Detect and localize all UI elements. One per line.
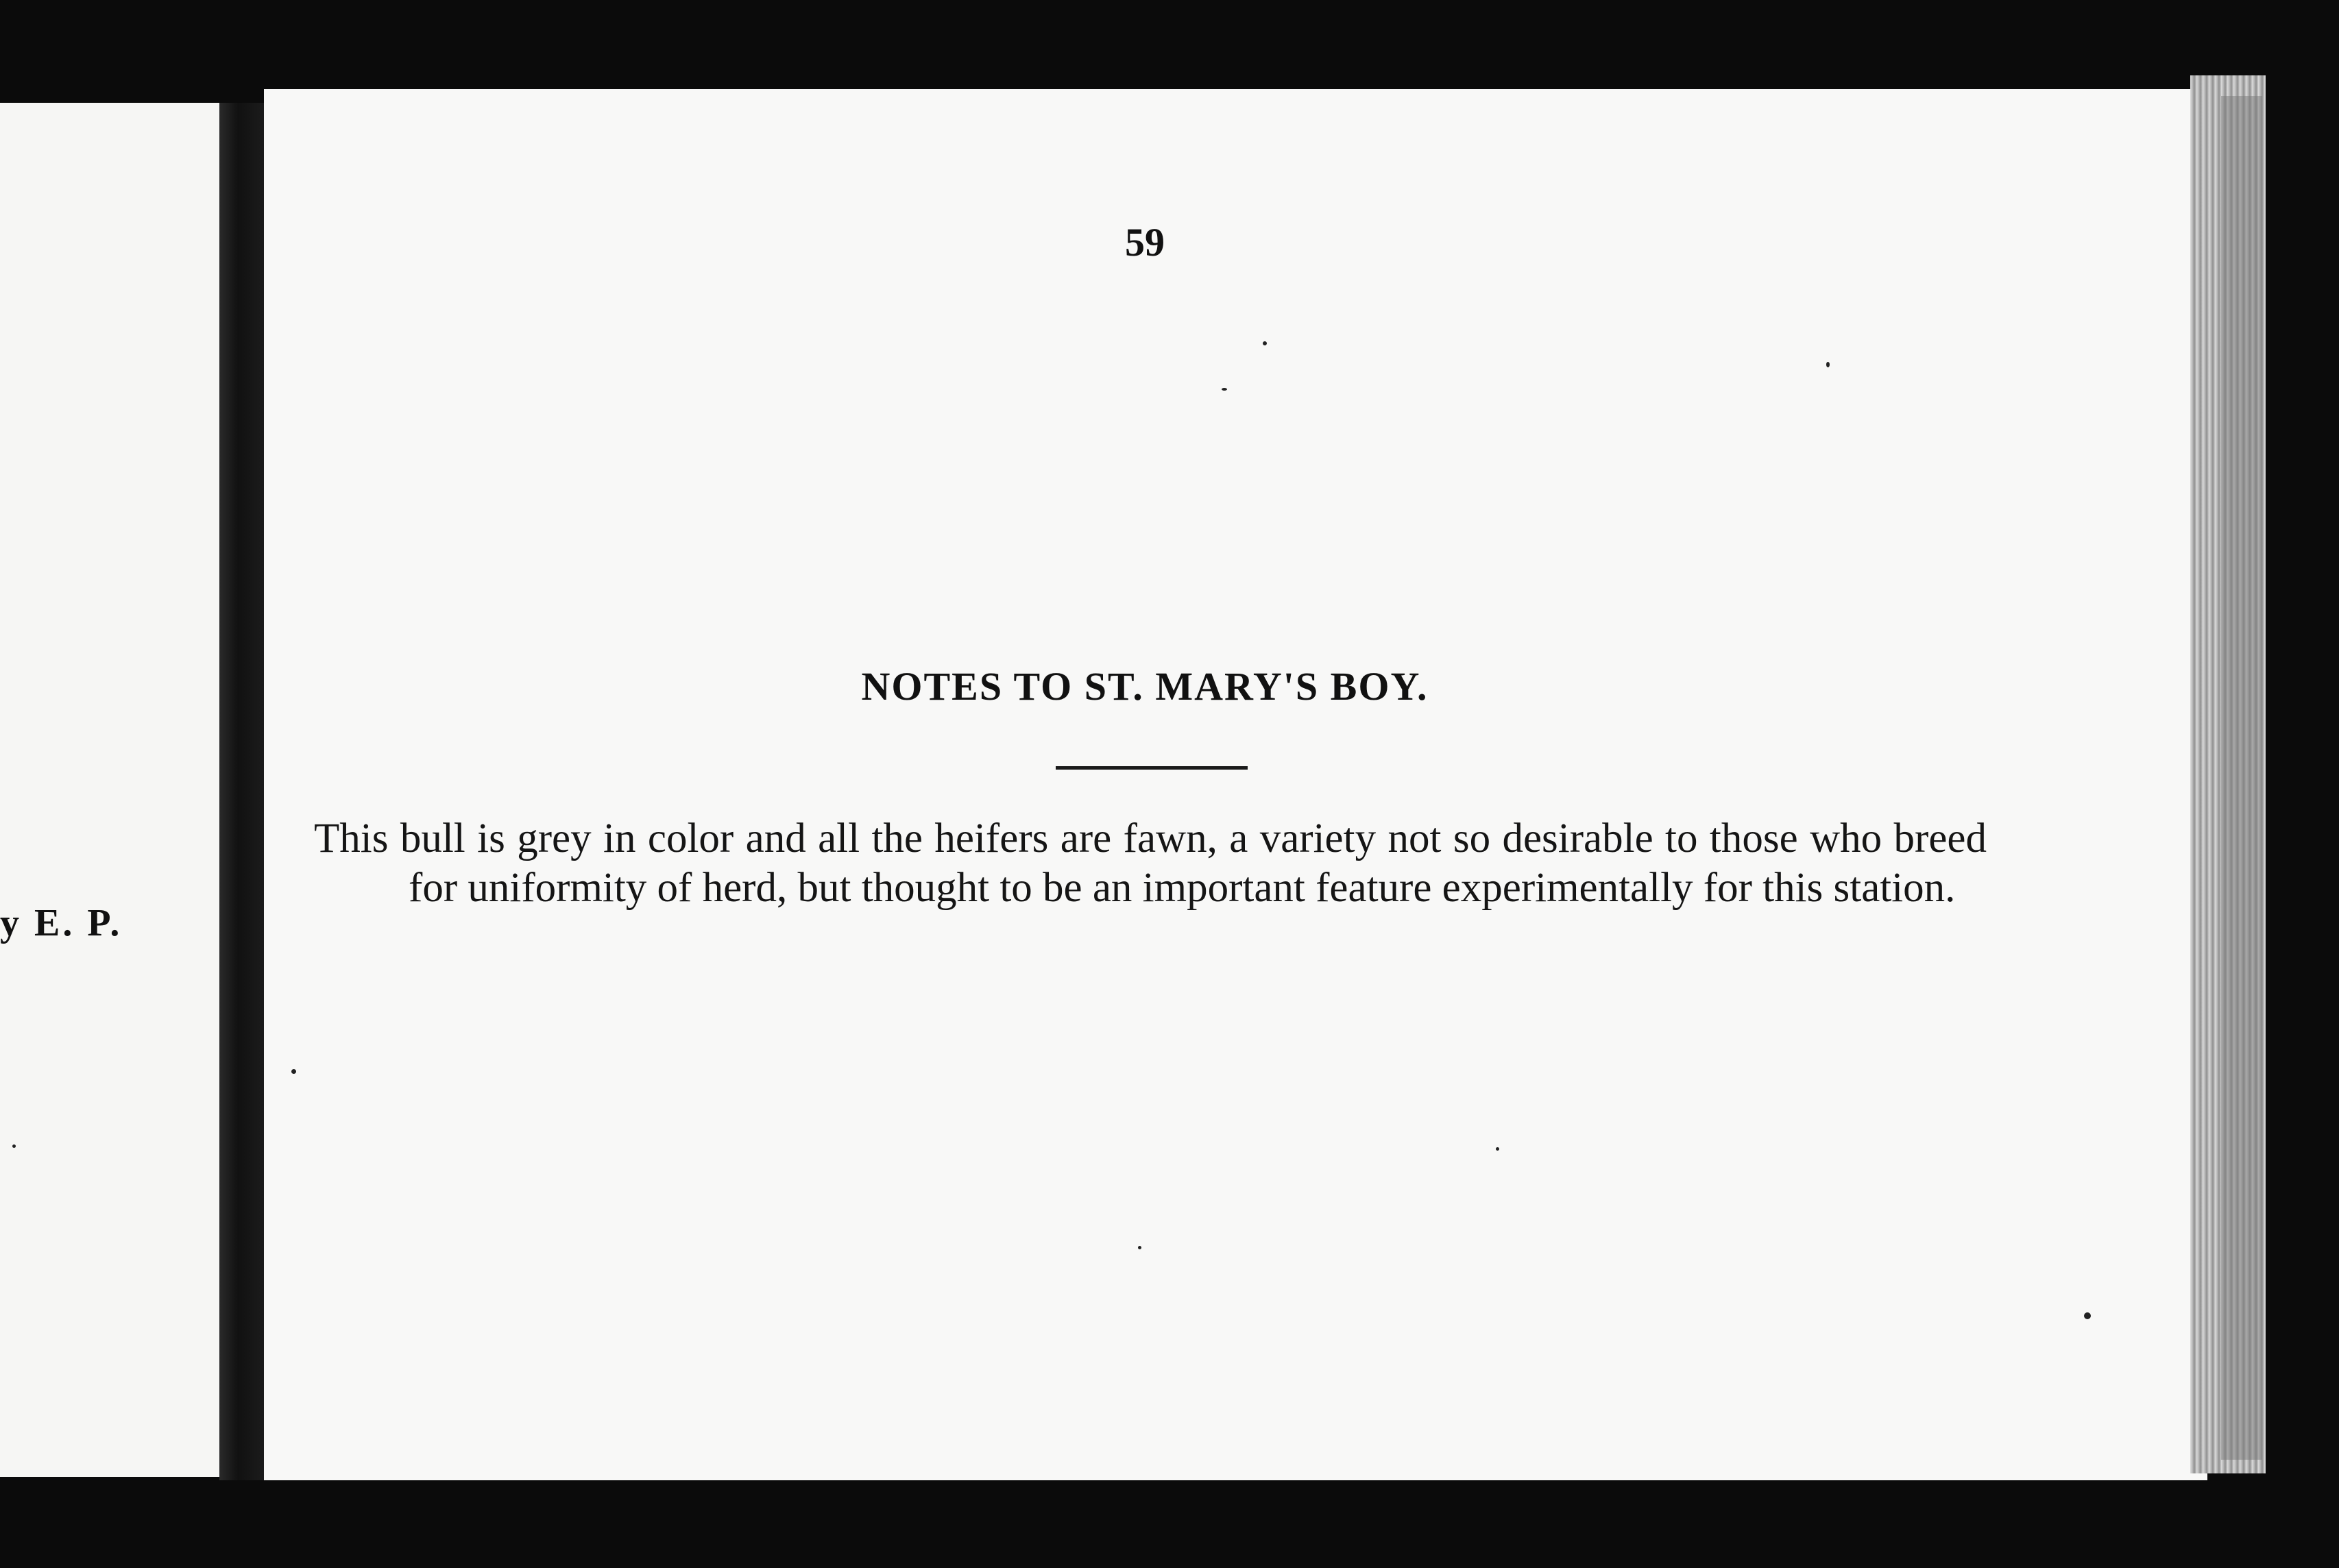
- body-paragraph: This bull is grey in color and all the heifers are fawn, a variety not so desirable to those who breed for uniformity of herd, but thought to be an important feature experimentally for this station.: [314, 816, 1987, 911]
- scan-speck: [1826, 362, 1830, 367]
- scan-speck: [1263, 341, 1267, 345]
- left-page-text-fragment: y E. P.: [0, 902, 123, 944]
- page-number: 59: [1125, 220, 1165, 265]
- right-page: [264, 89, 2207, 1480]
- scan-speck: [1496, 1147, 1499, 1151]
- section-heading: NOTES TO ST. MARY'S BOY.: [861, 664, 1429, 709]
- scan-speck: [1138, 1246, 1141, 1249]
- scan-speck: [291, 1069, 296, 1074]
- page-edge-shadow: [2221, 96, 2262, 1460]
- scan-speck: [12, 1144, 16, 1148]
- book-gutter: [219, 103, 266, 1480]
- scan-speck: [1222, 388, 1227, 391]
- left-facing-page: [0, 103, 230, 1477]
- scan-speck: [2084, 1312, 2091, 1319]
- heading-rule: [1056, 766, 1248, 770]
